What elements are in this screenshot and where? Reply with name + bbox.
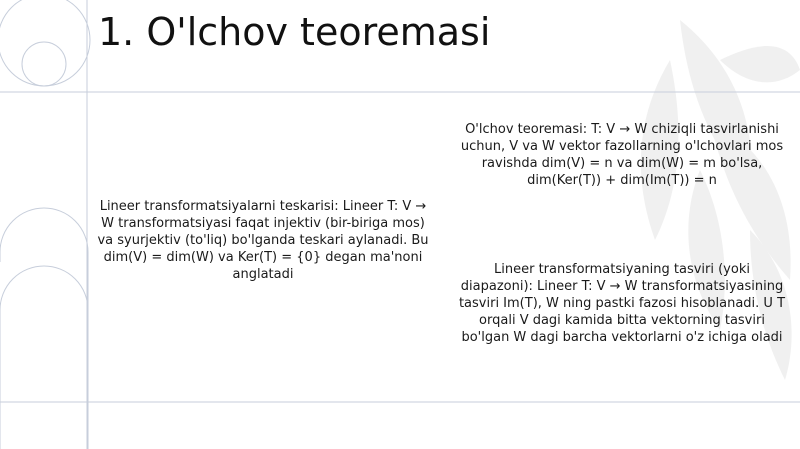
image-range-text: Lineer transformatsiyaning tasviri (yoki diapazoni): Lineer T: V → W transformatsiyasining tasviri Im(T), W ning pastki fazosi hisoblanadi. U T orqali V dagi kamida bitta vektorning tasviri bo'lgan W dagi barcha vektorlarni o'z ichiga oladi: [458, 262, 786, 345]
slide-title: 1. O'lchov teoremasi: [98, 10, 491, 54]
inverse-transformation-text: Lineer transformatsiyalarni teskarisi: Lineer T: V → W transformatsiyasi faqat injektiv (bir-biriga mos) va syurjektiv (to'liq) bo'lganda teskari aylanadi. Bu dim(V) = dim(W) va Ker(T) = {0} degan ma'noni anglatadi: [97, 199, 429, 282]
theorem-text: O'lchov teoremasi: T: V → W chiziqli tasvirlanishi uchun, V va W vektor fazollarning o'lchovlari mos ravishda dim(V) = n va dim(W) = m bo'lsa, dim(Ker(T)) + dim(Im(T)) = n: [460, 122, 784, 188]
